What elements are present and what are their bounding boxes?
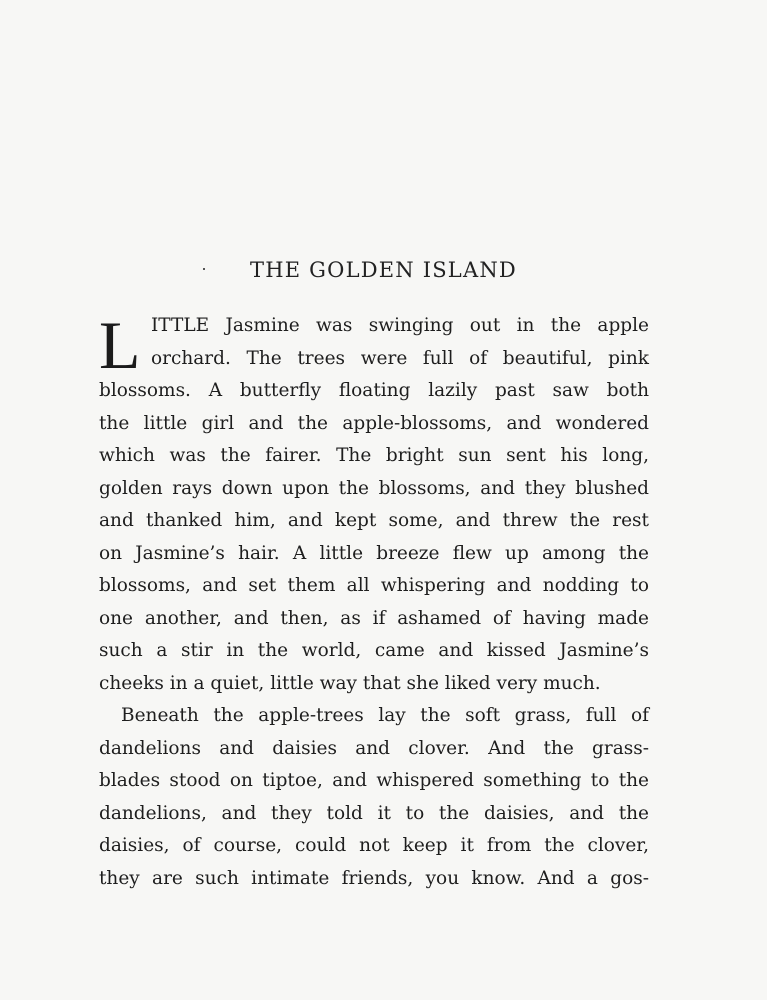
- text-line: dandelions and daisies and clover. And the grass-: [99, 737, 649, 759]
- paragraph-2: [99, 700, 649, 895]
- text-line: Beneath the apple-trees lay the soft grass, full of: [121, 705, 649, 726]
- body-text: [99, 307, 649, 895]
- drop-cap: L: [99, 307, 141, 383]
- text-line: daisies, of course, could not keep it from the clover,: [99, 835, 649, 856]
- text-line: and thanked him, and kept some, and threw the rest: [99, 510, 649, 531]
- text-line: blossoms, and set them all whispering and nodding to: [99, 575, 649, 596]
- text-line: on Jasmine’s hair. A little breeze flew up among the: [99, 542, 649, 564]
- text-line: they are such intimate friends, you know. And a gos-: [99, 867, 649, 889]
- chapter-title: THE GOLDEN ISLAND: [250, 258, 517, 282]
- text-line: cheeks in a quiet, little way that she liked very much.: [99, 672, 601, 694]
- text-line: one another, and then, as if ashamed of having made: [99, 607, 649, 629]
- text-line: which was the fairer. The bright sun sent his long,: [99, 445, 649, 466]
- text-line: blossoms. A butterfly floating lazily past saw both: [99, 380, 649, 401]
- text-line: dandelions, and they told it to the daisies, and the: [99, 802, 649, 824]
- text-line: orchard. The trees were full of beautiful, pink: [151, 347, 649, 369]
- text-line: the little girl and the apple-blossoms, and wondered: [99, 412, 649, 434]
- text-line: such a stir in the world, came and kissed Jasmine’s: [99, 640, 649, 661]
- text-line: golden rays down upon the blossoms, and they blushed: [99, 477, 649, 499]
- text-line: ITTLE Jasmine was swinging out in the apple: [151, 315, 649, 336]
- text-line: blades stood on tiptoe, and whispered something to the: [99, 770, 649, 791]
- paragraph-1: [99, 307, 649, 700]
